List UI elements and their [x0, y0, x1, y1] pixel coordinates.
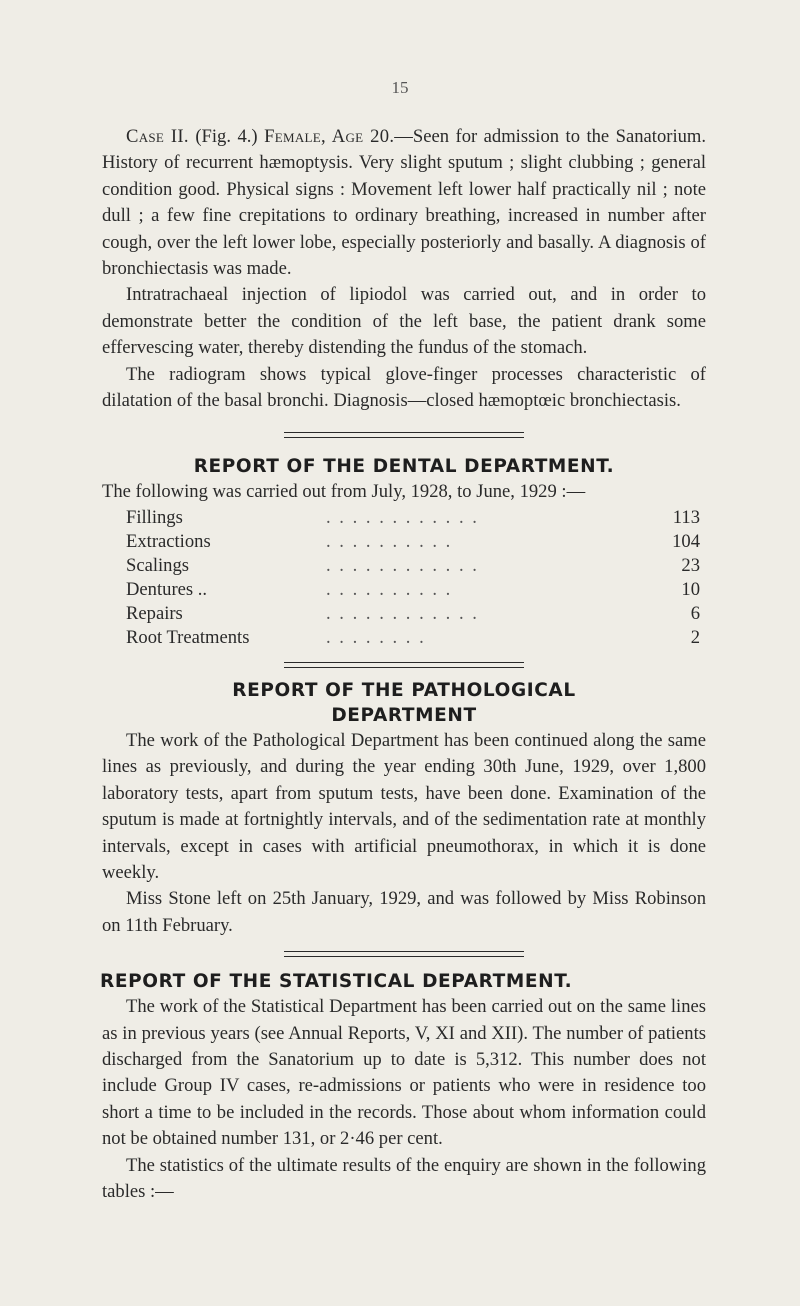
dental-row-label: Repairs	[126, 602, 183, 624]
dental-heading: REPORT OF THE DENTAL DEPARTMENT.	[193, 456, 615, 478]
dental-row-label: Fillings	[126, 506, 183, 528]
dental-row-value: 104	[672, 530, 700, 552]
dental-row-label: Root Treatments	[126, 626, 250, 648]
section-divider	[284, 432, 524, 438]
case-report	[102, 124, 706, 414]
statistical-paragraph-1: The work of the Statistical Department has been carried out on the same lines as in previous years (see Annual Reports, V, XI and XII). The number of patients discharged from the Sanatorium up to date is 5,312. This number does not include Group IV cases, re-admissions or patients who were in residence too short a time to be included in the records. Those about whom information could not be obtained number 131, or 2·46 per cent.	[102, 996, 706, 1150]
case-paragraph-3: The radiogram shows typical glove-finger processes characteristic of dilatation of the basal bronchi. Diagnosis—closed hæmoptœic bronchiectasis.	[102, 363, 706, 412]
statistical-heading: REPORT OF THE STATISTICAL DEPARTMENT.	[100, 971, 573, 993]
figure-reference: (Fig. 4.)	[195, 126, 258, 147]
dental-row	[126, 602, 700, 626]
pathological-paragraph-2: Miss Stone left on 25th January, 1929, and was followed by Miss Robinson on 11th February.	[102, 888, 706, 936]
dental-row	[126, 626, 700, 650]
dental-row	[126, 530, 700, 554]
dental-row-value: 6	[690, 602, 700, 624]
leader-dots: . . . . . . . . . . . .	[326, 554, 479, 576]
statistical-paragraph-2: The statistics of the ultimate results of the enquiry are shown in the following tables :—	[102, 1154, 706, 1202]
dental-row-label: Scalings	[126, 554, 190, 576]
dental-row	[126, 554, 700, 578]
case-paragraph-1	[102, 124, 706, 282]
leader-dots: . . . . . . . . . . . .	[326, 602, 479, 624]
case-sex-age: Female, Age 20.	[264, 126, 395, 147]
pathological-paragraph-1: The work of the Pathological Department has been continued along the same lines as previously, and during the year ending 30th June, 1929, over 1,800 laboratory tests, apart from sputum tests, have been done. Examination of the sputum is made at fortnightly intervals, and of the sedimentation rate at monthly intervals, except in cases with artificial pneumothorax, in which it is done weekly.	[102, 729, 706, 883]
dental-row-value: 113	[672, 506, 700, 528]
leader-dots: . . . . . . . .	[326, 626, 426, 648]
dental-row	[126, 506, 700, 530]
dental-row	[126, 578, 700, 602]
dental-row-label: Extractions	[126, 530, 211, 552]
leader-dots: . . . . . . . . . .	[326, 578, 453, 600]
page-body	[102, 124, 706, 1205]
section-divider	[284, 951, 524, 957]
dental-table	[126, 506, 700, 650]
leader-dots: . . . . . . . . . .	[326, 530, 453, 552]
leader-dots: . . . . . . . . . . . .	[326, 506, 479, 528]
dental-row-label: Dentures ..	[126, 578, 208, 600]
case-history-text: —Seen for admission to the Sanatorium. History of recurrent hæmoptysis. Very slight sputum ; slight clubbing ; general condition good. Physical signs : Movement left lower half practically nil ; note dull ; a few fine crepitations to ordinary breathing, increased in number after cough, over the left lower lobe, especially posteriorly and basally. A diagnosis of bronchiectasis was made.	[102, 126, 707, 280]
pathological-heading-line-2: DEPARTMENT	[331, 704, 477, 726]
case-label: Case II.	[126, 126, 189, 147]
dental-report	[102, 454, 706, 649]
section-divider	[284, 662, 524, 668]
dental-row-value: 2	[690, 626, 700, 648]
dental-row-value: 23	[681, 554, 700, 576]
case-paragraph-2: Intratrachaeal injection of lipiodol was carried out, and in order to demonstrate better the condition of the left base, the patient drank some effervescing water, thereby distending the fundus of the stomach.	[102, 284, 706, 359]
pathological-heading-line-1: REPORT OF THE PATHOLOGICAL	[232, 679, 576, 701]
dental-row-value: 10	[681, 578, 700, 600]
page-number: 15	[391, 78, 409, 97]
dental-intro: The following was carried out from July, 1928, to June, 1929 :—	[102, 481, 586, 503]
pathological-report	[102, 678, 706, 939]
statistical-report	[102, 969, 706, 1205]
